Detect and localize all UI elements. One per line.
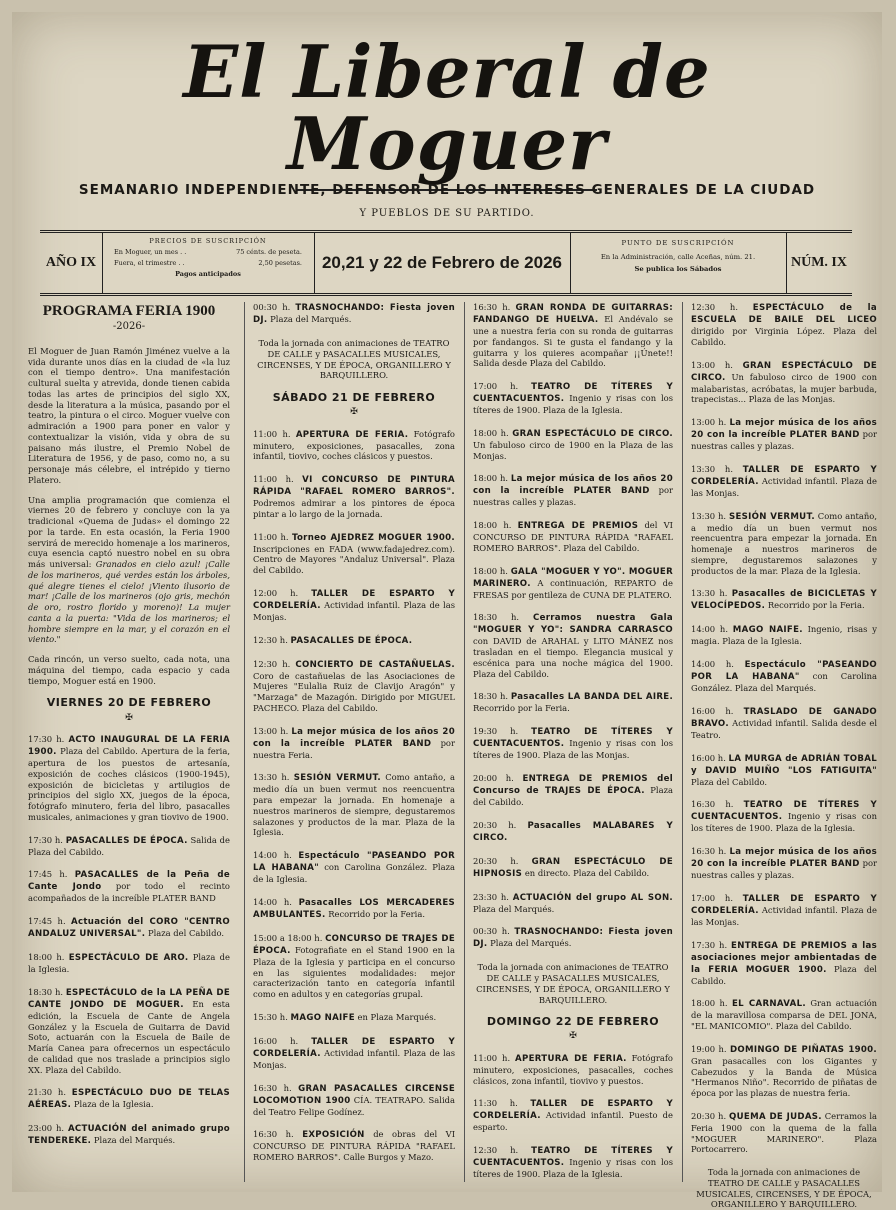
event-time: 18:00 h. <box>473 473 509 484</box>
event-time: 17:30 h. <box>28 734 65 745</box>
event-title: Torneo AJEDREZ MOGUER 1900. <box>291 532 456 543</box>
event-description: Recorrido por la Feria. <box>473 703 570 714</box>
event-time: 11:00 h. <box>253 531 289 542</box>
event-item <box>28 869 230 904</box>
event-description: Gran pasacalles con los Gigantes y Cabezudos y la Banda de Música "Hermanos Niño". Recorrido de piñatas de época por las plazas de nuestra feria. <box>691 1055 877 1098</box>
event-item <box>253 1036 455 1071</box>
event-title: ENTREGA DE PREMIOS <box>517 521 639 531</box>
event-title: DOMINGO DE PIÑATAS 1900. <box>730 1044 878 1055</box>
all-day-note: Toda la jornada con animaciones de TEATRO DE CALLE y PASACALLES MUSICALES, CIRCENSES, Y DE ÉPOCA, ORGANILLERO Y BARQUILLERO. <box>696 1167 872 1210</box>
event-item <box>691 624 877 647</box>
event-description: A continuación, REPARTO de FRESAS por gentileza de CUNA DE PLATERO. <box>473 577 673 600</box>
event-title: LA MURGA de ADRIÁN TOBAL y DAVID MUIÑO "LOS FATIGUITA" <box>691 753 877 776</box>
event-item <box>473 1098 673 1133</box>
intro-paragraph-1: El Moguer de Juan Ramón Jiménez vuelve a la vida durante unos días en la ciudad de «la luz con el tiempo dentro». Una manifestación cultural suelta y atrevida, donde tienen cabida todas las artes de principios del siglo XX, desde la literatura a la música, pasando por el teatro, la pintura o el circo. Moguer vuelve con admiración a 1900 para poner en valor y contextualizar la visión, vida y obra de su paisano más ilustre, el Premio Nobel de Literatura de 1956, y de paso, como no, a su personaje más célebre, el intrépido y tierno Platero. <box>28 345 230 485</box>
event-time: 21:30 h. <box>28 1087 66 1098</box>
event-time: 12:00 h. <box>253 587 299 598</box>
event-time: 00:30 h. <box>253 302 291 312</box>
event-title: TRASNOCHANDO: Fiesta joven DJ. <box>253 303 455 325</box>
event-description: por nuestra Feria. <box>253 737 455 760</box>
event-title: PASACALLES de la Peña de Cante Jondo <box>28 870 230 893</box>
all-day-note: Toda la jornada con animaciones de TEATRO DE CALLE y PASACALLES MUSICALES, CIRCENSES, Y DE ÉPOCA, ORGANILLERO Y BARQUILLERO. <box>257 338 451 381</box>
event-time: 18:00 h. <box>473 565 508 576</box>
event-item <box>473 856 673 880</box>
event-description: Un fabuloso circo de 1900 con malabaristas, acróbatas, la mujer barbuda, trapecistas... Plaza de las Monjas. <box>691 371 877 405</box>
event-description: por todo el recinto acompañados de la increíble PLATER BAND <box>28 881 230 904</box>
event-title: ACTUACIÓN del grupo AL SON. <box>512 892 673 903</box>
event-title: ESPECTÁCULO DE ARO. <box>68 953 189 964</box>
price-2-label: Fuera, el trimestre . . <box>114 259 185 267</box>
intro-2-text: Una amplia programación que comienza el viernes 20 de febrero y concluye con la ya tradicional «Quema de Judas» el domingo 22 por la tarde. En esta ocasión, la Feria 1900 servirá de merecido homenaje a los marineros, cuya esencia captó nuestro nobel en su obra más universal: <box>28 494 230 570</box>
event-description: Plaza del Cabildo. Apertura de la feria, apertura de los puestos de artesanía, exposición de coches clásicos (1900-1945), exposición de bicicletas y artilugios de principios del siglo XX, juegos de la época, fotógrafo minutero, feria del libro, pasacalles musicales, animaciones y gran tiovivo de 1900. <box>28 746 230 822</box>
event-description: Plaza del Marqués. <box>270 314 352 324</box>
event-description: Coro de castañuelas de las Asociaciones de Mujeres "Eulalia Ruiz de Clavijo Aragón" y "Marzaga" de Mazagón. Dirigido por MIGUEL PACHECO. Plaza del Cabildo. <box>253 670 455 713</box>
event-item <box>473 1145 673 1180</box>
event-description: Fotógrafo minutero, exposiciones, pasacalles, coches clásicos, zona infantil, tiovivo y puestos. <box>473 1052 673 1086</box>
issue-number: NÚM. IX <box>791 255 847 270</box>
event-title: GRAN PASACALLES CIRCENSE LOCOMOTION 1900 <box>253 1083 455 1106</box>
event-time: 18:30 h. <box>473 612 520 623</box>
event-title: ESPECTÁCULO de la LA PEÑA DE CANTE JONDO DE MOGUER. <box>28 987 230 1010</box>
event-item <box>473 773 673 808</box>
event-description: Actividad infantil. Plaza de las Monjas. <box>253 1047 455 1070</box>
event-time: 20:30 h. <box>691 1110 727 1121</box>
event-description: Plaza del Cabildo. <box>147 928 225 939</box>
column-1 <box>28 302 230 1182</box>
event-title: TEATRO DE TÍTERES Y CUENTACUENTOS. <box>691 800 877 823</box>
event-time: 14:00 h. <box>691 624 728 635</box>
event-title: Pasacalles LA BANDA DEL AIRE. <box>510 692 674 703</box>
event-description: Salida de Plaza del Cabildo. <box>28 834 230 857</box>
newspaper-page <box>12 12 882 1210</box>
day-heading-friday: VIERNES 20 DE FEBRERO <box>46 696 212 710</box>
event-title: TALLER DE ESPARTO Y CORDELERÍA. <box>253 1036 455 1059</box>
event-description: El Andévalo se une a nuestra feria con su ronda de guitarras por fandangos. Si te gusta el fandango y la guitarra y los quieres acompañar ¡¡Únete!! Salida desde Plaza del Cabildo. <box>473 314 673 369</box>
event-item <box>691 1044 877 1099</box>
event-title: PASACALLES DE ÉPOCA. <box>65 835 188 846</box>
event-title: La mejor música de los años 20 con la increíble PLATER BAND <box>691 418 877 440</box>
event-title: VI CONCURSO DE PINTURA RÁPIDA "RAFAEL ROMERO BARROS". <box>253 475 455 498</box>
event-title: TEATRO DE TÍTERES Y CUENTACUENTOS. <box>473 382 674 404</box>
event-time: 18:00 h. <box>28 952 65 963</box>
event-description: por nuestras calles y plazas. <box>691 858 878 880</box>
event-item <box>253 635 455 647</box>
event-item <box>28 916 230 940</box>
event-title: Espectáculo "PASEANDO POR LA HABANA" <box>253 851 455 874</box>
event-title: La mejor música de los años 20 con la increíble PLATER BAND <box>253 726 455 749</box>
event-item <box>691 998 877 1032</box>
event-description: CÍA. TEATRAPO. Salida del Teatro Felipe Godínez. <box>253 1094 455 1117</box>
prices-footer: Pagos anticipados <box>175 270 241 278</box>
event-title: EXPOSICIÓN <box>302 1130 365 1141</box>
event-description: Fotografiate en el Stand 1900 en la Plaza de la Iglesia y participa en el concurso en las siguientes modalidades: mejor caracterización tanto en categoría infantil como en adultos y en categorías grupal. <box>253 944 455 1000</box>
event-title: QUEMA DE JUDAS. <box>729 1111 822 1122</box>
event-title: Actuación del CORO "CENTRO ANDALUZ UNIVERSAL". <box>28 917 230 940</box>
event-item <box>691 659 877 694</box>
event-title: PASACALLES DE ÉPOCA. <box>290 635 413 646</box>
event-item <box>473 612 673 679</box>
event-title: EL CARNAVAL. <box>731 999 806 1010</box>
point-body: En la Administración, calle Aceñas, núm. 21. <box>600 253 756 261</box>
event-description: Un fabuloso circo de 1900 en la Plaza de las Monjas. <box>473 439 673 461</box>
event-title: ENTREGA DE PREMIOS del Concurso de TRAJES DE ÉPOCA. <box>473 773 673 796</box>
event-time: 18:00 h. <box>691 998 728 1009</box>
event-title: CONCURSO DE TRAJES DE ÉPOCA. <box>253 933 455 956</box>
event-time: 17:45 h. <box>28 916 66 927</box>
event-item <box>473 820 673 844</box>
event-description: Actividad infantil. Plaza de las Monjas. <box>691 475 877 498</box>
event-time: 12:30 h. <box>473 1145 519 1156</box>
event-item <box>28 734 230 823</box>
event-list <box>253 429 455 1163</box>
event-title: Pasacalles de BICICLETAS Y VELOCÍPEDOS. <box>691 589 877 612</box>
intro-paragraph-2 <box>28 495 230 646</box>
event-time: 17:30 h. <box>691 939 728 950</box>
intro-2-quote: Granados en cielo azul! ¡Calle de los marineros, qué verdes están los árboles, qué alegre tienes el cielo! ¡Viento ilusorio de mar! ¡Calle de los marineros (ojo gris, mechón de oro, rostro florido y moreno)! La mujer canta a la puerta: "Vida de los marineros; el hombre siempre en la mar, y el corazón en el viento." <box>28 559 230 645</box>
point-header: PUNTO DE SUSCRIPCIÓN <box>621 239 735 247</box>
price-1-label: En Moguer, un mes . . <box>114 248 187 256</box>
price-1-value: 75 cénts. de peseta. <box>236 248 302 256</box>
event-time: 23:30 h. <box>473 891 509 902</box>
event-description: de obras del VI CONCURSO DE PINTURA RÁPIDA "RAFAEL ROMERO BARROS". Calle Burgos y Mazo. <box>253 1129 456 1163</box>
program-title: PROGRAMA FERIA 1900 <box>42 303 216 319</box>
event-description: con Carolina González. Plaza del Marqués. <box>691 671 877 693</box>
event-description: Plaza del Marqués. <box>490 938 572 949</box>
event-description: En esta edición, la Escuela de Cante de Angela González y la Escuela de Guitarra de David Soto, actuarán con la Escuela de Baile de María Canea para ofrecernos un espectáculo de calidad que nos traslade a principios siglo XX. Plaza del Cabildo. <box>28 998 230 1075</box>
event-item <box>253 1012 455 1024</box>
event-list <box>28 734 230 1147</box>
event-title: TRASNOCHANDO: Fiesta joven DJ. <box>473 927 673 950</box>
event-time: 16:00 h. <box>253 1035 299 1046</box>
event-item <box>691 417 877 452</box>
event-description: con DAVID de ARAHAL y LITO MÁNEZ nos trasladan en el tiempo. Elegancia musical y escénica para una noche mágica del 1900. Plaza del Cabildo. <box>473 636 673 679</box>
event-description: Actividad infantil. Salida desde el Teatro. <box>691 717 877 740</box>
event-title: TALLER DE ESPARTO Y CORDELERÍA. <box>691 893 877 916</box>
price-2-value: 2,50 pesetas. <box>258 259 302 267</box>
event-time: 13:00 h. <box>691 417 727 427</box>
event-time: 18:00 h. <box>473 520 512 530</box>
event-item <box>691 799 877 834</box>
event-time: 17:00 h. <box>691 892 733 903</box>
event-description: Fotógrafo minutero, exposiciones, pasacalles, zona infantil, tiovivo, coches clásicos y puestos. <box>253 428 455 462</box>
event-title: La mejor música de los años 20 con la increíble PLATER BAND <box>691 847 877 869</box>
event-item <box>691 1111 877 1155</box>
event-time: 16:30 h. <box>253 1129 294 1140</box>
event-description: Recorrido por la Feria. <box>328 908 426 919</box>
event-time: 16:30 h. <box>691 846 727 856</box>
event-item <box>253 429 455 463</box>
event-time: 14:00 h. <box>691 659 734 669</box>
event-description: Inscripciones en FADA (www.fadajedrez.com). Centro de Mayores "Andaluz Universal". Plaza del Cabildo. <box>253 543 455 576</box>
event-title: ENTREGA DE PREMIOS a las asociaciones mejor ambientadas de la FERIA MOGUER 1900. <box>691 940 877 975</box>
event-time: 17:00 h. <box>473 381 519 391</box>
event-description: Ingenio y risas con los títeres de 1900. Plaza de la Iglesia. <box>473 393 673 415</box>
event-item <box>691 893 877 928</box>
subscription-point <box>570 233 787 293</box>
event-item <box>473 381 673 416</box>
event-time: 12:30 h. <box>691 302 738 312</box>
event-time: 17:30 h. <box>28 834 63 845</box>
event-description: Como antaño, a medio día un buen vermut nos reencuentra para empezar la jornada. En homenaje a nuestros marineros de siempre, degustaremos salazones y productos de la mar. Plaza de la Iglesia. <box>691 510 877 576</box>
info-bar <box>40 230 852 296</box>
event-item <box>28 952 230 975</box>
subscription-prices <box>102 233 315 293</box>
event-title: Pasacalles LOS MERCADERES AMBULANTES. <box>253 897 455 920</box>
event-description: por nuestras calles y plazas. <box>473 485 673 508</box>
event-description: Plaza de la Iglesia. <box>73 1099 154 1110</box>
point-footer: Se publica los Sábados <box>634 265 722 273</box>
event-description: del VI CONCURSO DE PINTURA RÁPIDA "RAFAEL ROMERO BARROS". Plaza del Cabildo. <box>473 520 673 553</box>
event-item <box>253 726 455 761</box>
event-item <box>253 588 455 623</box>
event-description: Como antaño, a medio día un buen vermut nos reencuentra para empezar la jornada. En homenaje a nuestros marineros de siempre, degustaremos salazones y productos de la mar. Plaza de la Iglesia. <box>253 772 455 838</box>
event-time: 13:30 h. <box>253 772 290 783</box>
event-item <box>253 1129 455 1163</box>
event-description: dirigido por Virginia López. Plaza del Cabildo. <box>691 326 877 347</box>
event-title: ESPECTÁCULO DUO DE TELAS AÉREAS. <box>28 1088 230 1111</box>
event-item <box>691 846 877 881</box>
issue-year: AÑO IX <box>40 233 103 293</box>
event-title: GRAN RONDA DE GUITARRAS: FANDANGO DE HUELVA. <box>473 303 673 325</box>
event-title: TEATRO DE TÍTERES Y CUENTACUENTOS. <box>473 1146 674 1169</box>
event-time: 18:30 h. <box>473 691 509 702</box>
event-description: Plaza del Marqués. <box>93 1135 176 1146</box>
event-description: Ingenio, risas y magia. Plaza de la Iglesia. <box>691 624 877 647</box>
ornament-icon: ✠ <box>125 712 133 723</box>
event-description: Ingenio y risas con los títeres de 1900. Plaza de la Iglesia. <box>473 1157 673 1180</box>
event-description: Plaza del Cabildo. <box>691 776 768 787</box>
event-title: Espectáculo "PASEANDO POR LA HABANA" <box>691 660 877 682</box>
event-description: con Carolina González. Plaza de la Iglesia. <box>253 862 455 885</box>
event-title: APERTURA DE FERIA. <box>515 1053 627 1064</box>
event-title: MAGO NAIFE <box>290 1012 355 1023</box>
event-time: 13:30 h. <box>691 463 733 474</box>
newspaper-subtitle-2: Y PUEBLOS DE SU PARTIDO. <box>359 208 535 219</box>
day-heading-sunday: DOMINGO 22 DE FEBRERO <box>486 1015 660 1029</box>
event-description: Podremos admirar a los pintores de época pintar a lo largo de la jornada. <box>253 498 455 519</box>
masthead <box>12 29 882 194</box>
event-title: MAGO NAIFE. <box>732 625 803 636</box>
event-description: por nuestras calles y plazas. <box>691 429 878 451</box>
event-description: Ingenio y risas con los títeres de 1900. Plaza de la Iglesia. <box>691 811 877 834</box>
prices-header: PRECIOS DE SUSCRIPCIÓN <box>149 237 267 245</box>
event-item <box>691 588 877 612</box>
event-time: 11:00 h. <box>253 474 294 485</box>
event-item <box>473 726 673 761</box>
event-item <box>473 1053 673 1087</box>
event-title: Cerramos nuestra Gala "MOGUER Y YO": SANDRA CARRASCO <box>473 613 673 636</box>
event-title: APERTURA DE FERIA. <box>295 429 409 440</box>
event-item <box>28 987 230 1076</box>
event-time: 15:30 h. <box>253 1011 288 1022</box>
event-title: TALLER DE ESPARTO Y CORDELERÍA. <box>691 464 877 487</box>
event-time: 16:30 h. <box>691 799 734 810</box>
event-time: 12:30 h. <box>253 634 288 645</box>
event-description: Recorrido por la Feria. <box>767 600 865 611</box>
event-description: Cerramos la Feria 1900 con la quema de la falla "MOGUER MARINERO". Plaza Portocarrero. <box>691 1110 877 1155</box>
event-list <box>473 1053 673 1180</box>
event-time: 11:00 h. <box>253 428 291 439</box>
event-time: 18:30 h. <box>28 986 64 997</box>
issue-date: 20,21 y 22 de Febrero de 2026 <box>314 233 571 293</box>
program-year: -2026- <box>112 321 146 333</box>
event-description: Actividad infantil. Puesto de esparto. <box>473 1110 673 1133</box>
event-title: TEATRO DE TÍTERES Y CUENTACUENTOS. <box>473 727 674 749</box>
event-description: en Plaza Marqués. <box>357 1011 437 1022</box>
event-time: 14:00 h. <box>253 896 292 907</box>
event-description: Plaza del Marqués. <box>473 903 555 914</box>
event-time: 17:45 h. <box>28 869 68 880</box>
intro-paragraph-3: Cada rincón, un verso suelto, cada nota, una máquina del tiempo, cada espacio y cada tiempo, Moguer está en 1900. <box>28 654 230 686</box>
event-description: Gran actuación de la maravillosa comparsa de DEL JONA, "EL MANICOMIO". Plaza del Cabildo. <box>691 998 878 1031</box>
event-time: 15:00 a 18:00 h. <box>253 932 323 943</box>
event-time: 20:00 h. <box>473 772 514 783</box>
event-title: TALLER DE ESPARTO Y CORDELERÍA. <box>473 1099 673 1122</box>
event-time: 13:00 h. <box>691 359 733 370</box>
event-title: ACTUACIÓN del animado grupo TENDEREKE. <box>28 1124 230 1147</box>
event-title: GALA "MOGUER Y YO". MOGUER MARINERO. <box>473 566 673 589</box>
event-time: 19:00 h. <box>691 1043 727 1054</box>
event-item <box>473 691 673 714</box>
event-time: 23:00 h. <box>28 1123 65 1134</box>
event-description: Ingenio y risas con los títeres de 1900. Plaza de las Monjas. <box>473 738 673 760</box>
event-item <box>473 428 673 462</box>
event-item <box>473 520 673 554</box>
event-time: 16:00 h. <box>691 705 734 716</box>
event-title: ACTO INAUGURAL DE LA FERIA 1900. <box>28 735 231 758</box>
event-description: Plaza de la Iglesia. <box>28 952 230 975</box>
column-3 <box>464 302 673 1182</box>
event-time: 16:00 h. <box>691 752 726 763</box>
event-item <box>691 360 877 406</box>
ornament-icon: ✠ <box>569 1031 577 1042</box>
event-title: La mejor música de los años 20 con la increíble PLATER BAND <box>473 474 673 497</box>
event-time: 11:30 h. <box>473 1098 518 1109</box>
event-title: CONCIERTO DE CASTAÑUELAS. <box>295 659 455 670</box>
event-time: 16:30 h. <box>473 302 511 312</box>
event-item <box>253 897 455 921</box>
event-item <box>691 302 877 348</box>
newspaper-title: El Liberal de Moguer <box>183 29 711 186</box>
event-item <box>473 892 673 915</box>
event-item <box>691 706 877 741</box>
event-time: 11:00 h. <box>473 1052 511 1063</box>
event-item <box>253 933 455 1000</box>
event-description: Plaza del Cabildo. <box>473 784 673 807</box>
event-title: TRASLADO DE GANADO BRAVO. <box>691 706 877 729</box>
event-time: 14:00 h. <box>253 850 292 861</box>
event-title: GRAN ESPECTÁCULO DE CIRCO. <box>691 360 877 383</box>
event-description: Plaza del Cabildo. <box>691 963 877 986</box>
columns <box>28 302 878 1210</box>
event-title: SESIÓN VERMUT. <box>729 511 815 522</box>
event-time: 18:00 h. <box>473 427 509 438</box>
event-description: Actividad infantil. Plaza de las Monjas. <box>253 599 455 622</box>
event-item <box>253 474 455 520</box>
event-time: 13:00 h. <box>253 725 289 736</box>
event-title: GRAN ESPECTÁCULO DE CIRCO. <box>512 428 673 439</box>
newspaper-subtitle: SEMANARIO INDEPENDIENTE, DEFENSOR DE LOS INTERESES GENERALES DE LA CIUDAD <box>78 182 816 198</box>
event-time: 00:30 h. <box>473 926 510 937</box>
event-description: en directo. Plaza del Cabildo. <box>524 867 650 878</box>
event-item <box>473 302 673 369</box>
event-list <box>691 302 877 1155</box>
event-title: ESPECTÁCULO de la ESCUELA DE BAILE DEL LICEO <box>691 303 877 325</box>
event-title: SESIÓN VERMUT. <box>293 773 381 784</box>
event-item <box>691 753 877 788</box>
event-time: 20:30 h. <box>473 819 517 830</box>
event-item <box>253 1083 455 1118</box>
event-item <box>28 835 230 858</box>
event-time: 20:30 h. <box>473 855 519 866</box>
event-item <box>691 511 877 577</box>
event-item <box>691 464 877 499</box>
event-item <box>253 772 455 838</box>
event-description: Actividad infantil. Plaza de las Monjas. <box>691 904 877 927</box>
event-item <box>473 926 673 950</box>
event-item <box>473 566 673 601</box>
event-title: Pasacalles MALABARES Y CIRCO. <box>473 820 673 843</box>
column-4 <box>682 302 878 1210</box>
event-time: 19:30 h. <box>473 726 519 736</box>
event-item <box>253 850 455 885</box>
day-heading-saturday: SÁBADO 21 DE FEBRERO <box>272 391 436 404</box>
event-item <box>253 659 455 714</box>
all-day-note: Toda la jornada con animaciones de TEATRO DE CALLE y PASACALLES MUSICALES, CIRCENSES, Y DE ÉPOCA, ORGANILLERO Y BARQUILLERO. <box>476 962 670 1005</box>
event-item <box>253 532 455 576</box>
event-item <box>473 473 673 508</box>
column-2 <box>244 302 455 1182</box>
event-time: 12:30 h. <box>253 658 291 669</box>
event-item <box>28 1087 230 1111</box>
event-title: GRAN ESPECTÁCULO DE HIPNOSIS <box>473 856 673 879</box>
event-time: 13:30 h. <box>691 510 727 521</box>
event-title: TALLER DE ESPARTO Y CORDELERÍA. <box>253 588 455 611</box>
event-time: 16:30 h. <box>253 1082 292 1093</box>
event-item <box>28 1123 230 1147</box>
event-list <box>253 302 455 326</box>
event-list <box>473 302 673 950</box>
ornament-icon: ✠ <box>350 407 358 418</box>
event-item <box>691 940 877 987</box>
event-time: 13:30 h. <box>691 588 728 599</box>
event-item <box>253 302 455 326</box>
